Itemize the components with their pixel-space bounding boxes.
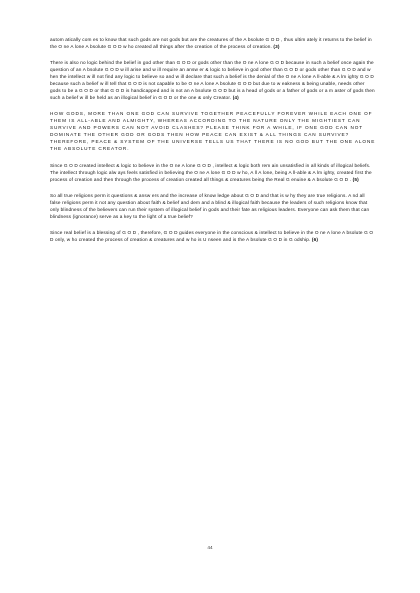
paragraph-text: There is also no logic behind the belief in god other than G O D or gods other than the O ne A lone G O D because in such a belief once again the question of an A bsolute G O D w ill arise and w ill require an answ er & logic to believe in god other than G O D or gods other than G O D and w hen the intellect w ill not find any logic to believe so and w ill declare that such a belief is the denial of the O ne A lone A ll-able & A lm ighty G O D because such a belief w ill tell that G O D is not capable to be O ne A lone A bsolute G O D but due to w eakness & being unable, needs other gods to be a G O D or that G O D is handicapped and is not an A bsolute G O D but is a head of gods or a father of gods or a m aster of gods then such a belief w ill be held as an illogical belief in G O D or the one & only Creator. (50, 60, 375, 100)
paragraph-text: autom atically com es to know that such gods are not gods but are the creatures of the A bsolute G O D , thus ultim ately it returns to the belief in the O ne A lone A bsolute G O D w ho created all things after the creation of the process of creation. (50, 37, 372, 49)
paragraph (50, 229, 376, 243)
footnote-marker: (6) (311, 236, 319, 242)
paragraph-uppercase (50, 110, 376, 153)
footnote-marker: (3) (273, 44, 280, 49)
paragraph (50, 36, 376, 50)
paragraph-text: HOW GODS, MORE THAN ONE GOD CAN SURVIVE TOGETHER PEACEFULLY FOREVER WHILE EACH ONE OF THEM IS ALL-ABLE AND ALMIGHTY, WHEREAS ACCORDING TO THE NATURE ONLY THE MIGHTIEST CAN SURVIVE AND POWERS CAN NOT AVOID CLASHES? PLEASE THINK FOR A WHILE, IF ONE GOD CAN NOT DOMINATE THE OTHER GOD OR GODS THEN HOW PEACE CAN EXIST & ALL THINGS CAN SURVIVE? THEREFORE, PEACE & SYSTEM OF THE UNIVERSE TELLS US THAT THERE IS NO GOD BUT THE ONE ALONE THE ABSOLUTE CREATOR. (50, 111, 376, 152)
footnote-marker: (5) (352, 176, 359, 182)
paragraph-text: Since real belief is a blessing of G O D , therefore, G O D guides everyone in the conscious & intellect to believe in the O ne A lone A bsolute G O D only, w ho created the process of creation & creatures and w ho is U nseen and is the A bsolute G O D in G odship. (50, 229, 374, 242)
footnote-marker: (4) (232, 95, 239, 100)
paragraph (50, 192, 376, 220)
page-body (50, 36, 376, 252)
paragraph-text: Since G O D created intellect & logic to believe in the O ne A lone G O D , intellect & logic both rem ain unsatisfied in all kinds of illogical beliefs. The intellect through logic alw ays feels satisfied in believing the O ne A lone G O D w ho, A ll A lone, being A ll-able & A lm ighty, created first the process of creation and then through the process of creation created all things & creatures being the Real G enuine & A bsolute G O D . (50, 162, 372, 182)
paragraph (50, 59, 376, 101)
paragraph-text: So all true religions perm it questions & answ ers and the increase of know ledge about G O D and that is w hy they are true religions. A nd all false religions perm it not any question about faith & belief and dem and a blind & illogical faith because the leaders of such religions know that only blindness of the believers can run their system of illogical belief in gods and their fate as religious leaders. Everyone can ask them that can blindness (ignorance) serve as a key to the light of a true belief? (50, 192, 370, 219)
page-number: 44 (207, 545, 213, 550)
paragraph (50, 162, 376, 183)
